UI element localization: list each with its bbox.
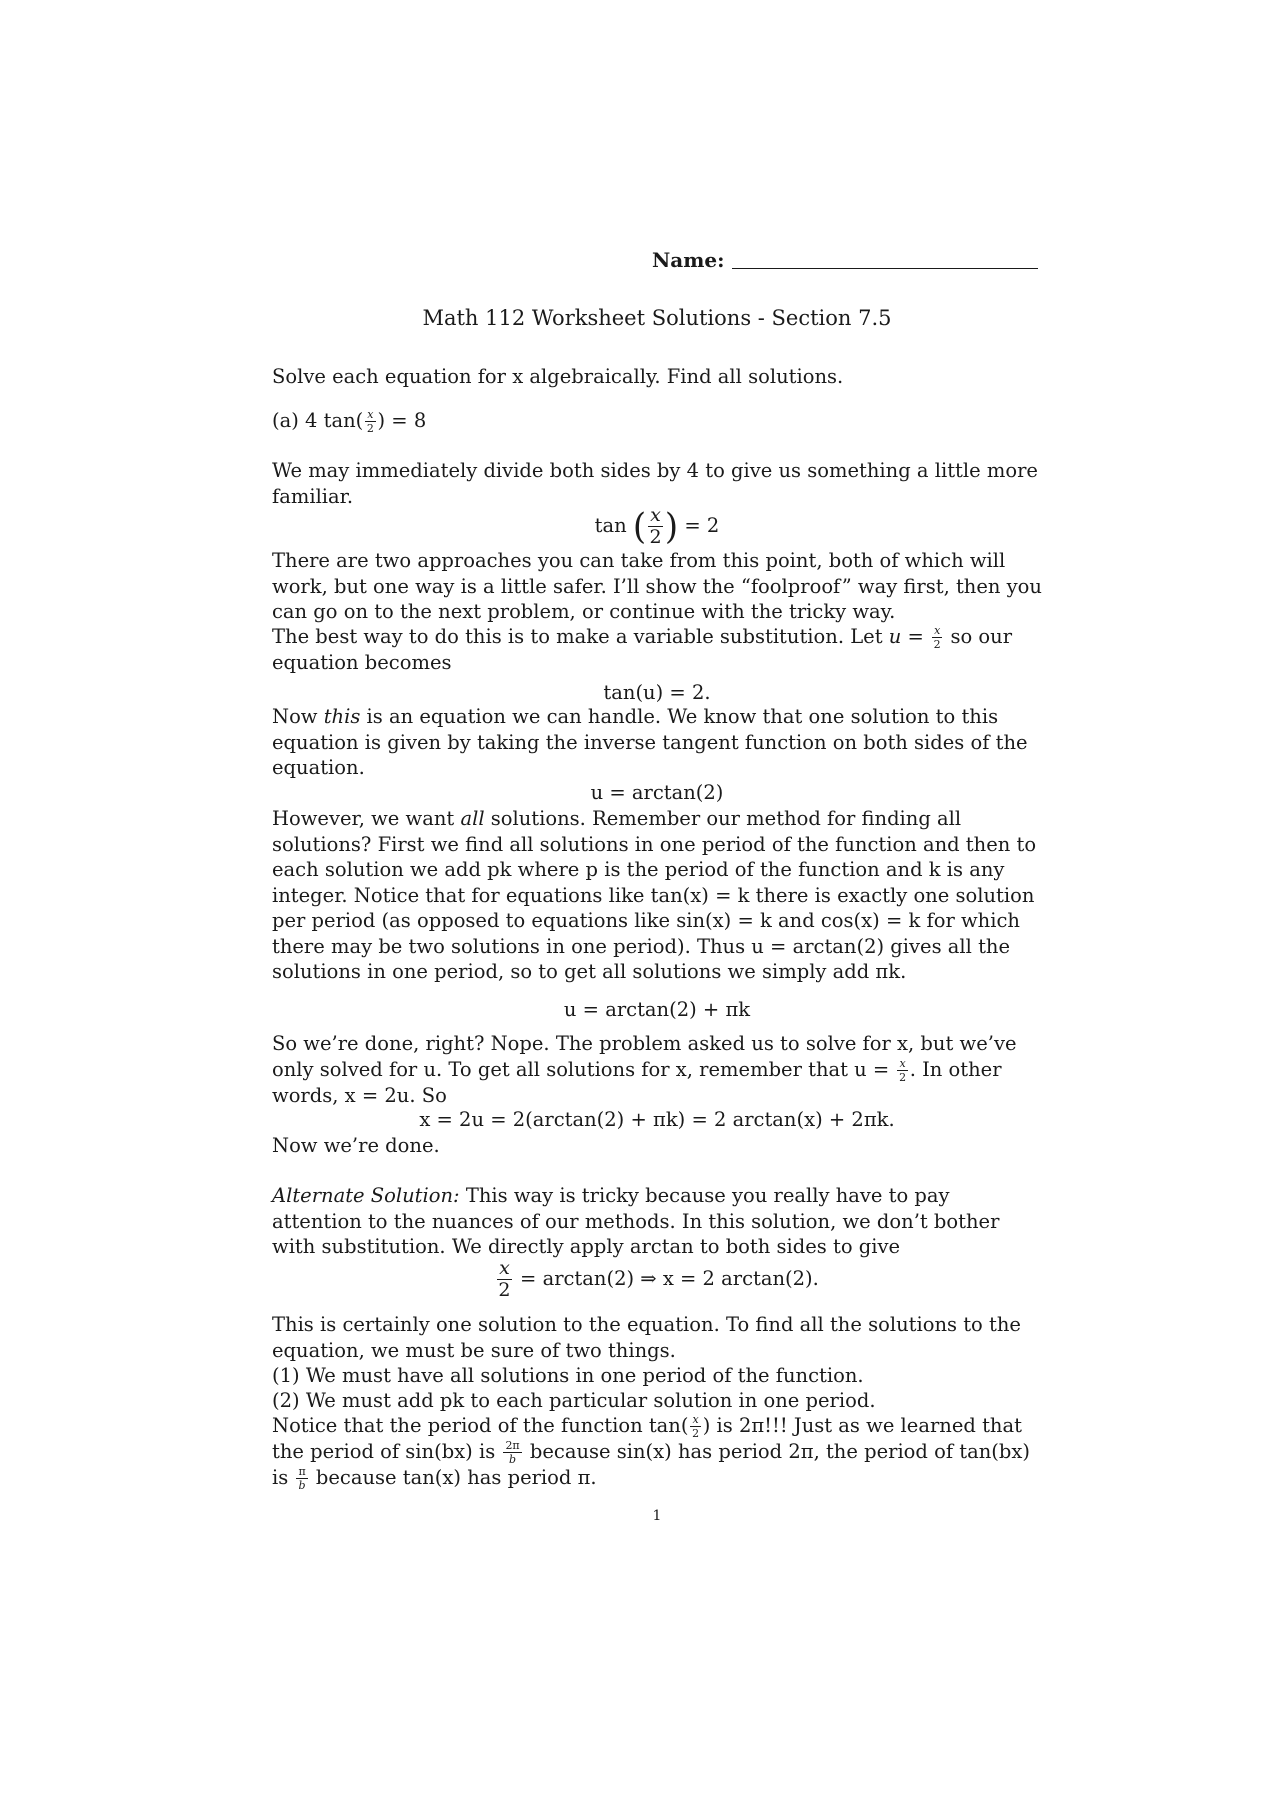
page-title: Math 112 Worksheet Solutions - Section 7.5 — [422, 306, 892, 330]
paragraph-3: The best way to do this is to make a variable substitution. Let u = $\frac{x}{2}$ so our equation becomes — [272, 624, 1013, 674]
equation-1: tan ( $\frac{x}{2}$ ) = 2 — [594, 504, 720, 548]
problem-eq-right: ) = 8 — [377, 409, 427, 432]
alternate-solution-label: Alternate Solution: — [272, 1184, 460, 1207]
problem-a — [272, 408, 1042, 434]
paragraph-10: (1) We must have all solutions in one period of the function. — [272, 1364, 864, 1387]
paragraph-9: This is certainly one solution to the equation. To find all the solutions to the equation, we must be sure of two things. — [272, 1313, 1021, 1362]
paragraph-1: We may immediately divide both sides by 4 to give us something a little more familiar. — [272, 459, 1038, 508]
equation-4: u = arctan(2) + πk — [563, 998, 751, 1021]
problem-eq-left: 4 tan( — [305, 409, 364, 432]
instructions: Solve each equation for x algebraically. Find all solutions. — [272, 365, 844, 388]
paragraph-7: Now we’re done. — [272, 1134, 440, 1157]
paragraph-8: Alternate Solution: This way is tricky because you really have to pay attention to the nuances of our methods. In this solution, we don’t bother with substitution. We directly apply arctan to both sides to give — [272, 1184, 1000, 1258]
problem-fraction: $\frac{x}{2}$ — [366, 408, 374, 435]
paragraph-2: There are two approaches you can take from this point, both of which will work, but one way is a little safer. I’ll show the “foolproof” way first, then you can go on to the next problem, or continue with the tricky way. — [272, 549, 1042, 623]
page-number: 1 — [652, 1508, 662, 1524]
equation-5: x = 2u = 2(arctan(2) + πk) = 2 arctan(x) + 2πk. — [419, 1108, 895, 1131]
equation-3: u = arctan(2) — [590, 781, 724, 804]
paragraph-6: So we’re done, right? Nope. The problem asked us to solve for x, but we’ve only solved for u. To get all solutions for x, remember that u = $\frac{x}{2}$ . In other words, x = 2u. So — [272, 1032, 1017, 1107]
paragraph-11: (2) We must add pk to each particular solution in one period. — [272, 1389, 876, 1412]
paragraph-12: Notice that the period of the function tan( $\frac{x}{2}$ ) is 2π!!! Just as we learned that the period of sin(bx) is $\frac{2\pi}{b}$ because sin(x) has period 2π, the period of tan(bx) is $\frac{\pi}{b}$ because tan(x) has period π. — [272, 1413, 1030, 1492]
paragraph-5: However, we want all solutions. Remember our method for finding all solutions? First we find all solutions in one period of the function and then to each solution we add pk where p is the period of the function and k is any integer. Notice that for equations like tan(x) = k there is exactly one solution per period (as opposed to equations like sin(x) = k and cos(x) = k for which there may be two solutions in one period). Thus u = arctan(2) gives all the solutions in one period, so to get all solutions we simply add πk. — [272, 807, 1037, 983]
name-blank-line — [732, 268, 1038, 269]
paragraph-4: Now this is an equation we can handle. We know that one solution to this equation is given by taking the inverse tangent function on both sides of the equation. — [272, 705, 1028, 779]
name-label: Name: — [652, 248, 725, 272]
problem-label: (a) — [272, 409, 299, 432]
equation-6: $\frac{x}{2}$ = arctan(2) ⇒ x = 2 arctan(2). — [498, 1257, 819, 1301]
equation-2: tan(u) = 2. — [603, 681, 711, 704]
